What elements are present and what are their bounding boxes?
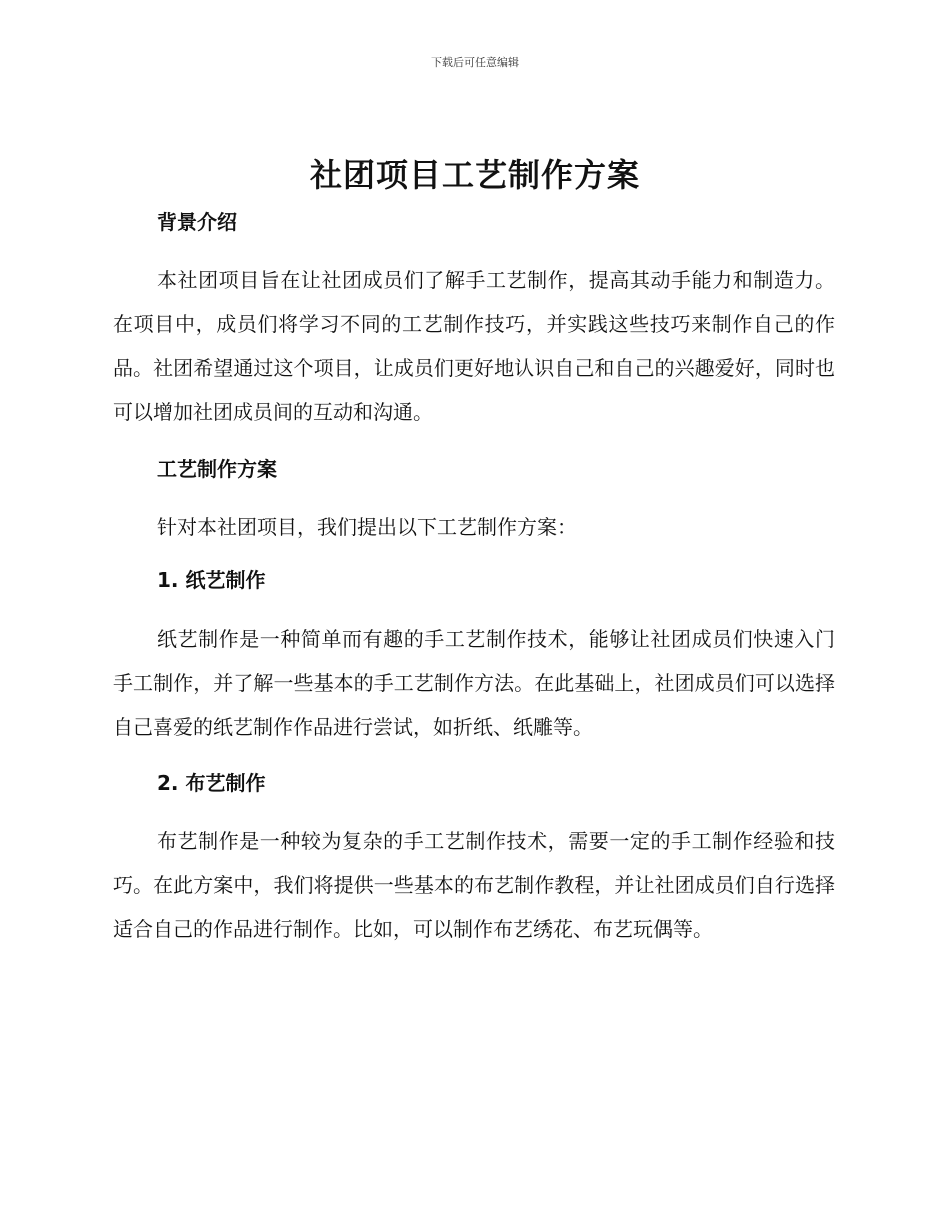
paragraph-cloth-craft: 布艺制作是一种较为复杂的手工艺制作技术，需要一定的手工制作经验和技巧。在此方案中，我们将提供一些基本的布艺制作教程，并让社团成员们自行选择适合自己的作品进行制作。比如，可以制作布艺绣花、布艺玩偶等。 [113, 829, 835, 941]
section-heading-paper-craft: 1. 纸艺制作 [157, 568, 266, 592]
paragraph-craft-plan-intro: 针对本社团项目，我们提出以下工艺制作方案： [157, 515, 577, 539]
paragraph-background: 本社团项目旨在让社团成员们了解手工艺制作，提高其动手能力和制造力。在项目中，成员们将学习不同的工艺制作技巧，并实践这些技巧来制作自己的作品。社团希望通过这个项目，让成员们更好地认识自己和自己的兴趣爱好，同时也可以增加社团成员间的互动和沟通。 [113, 268, 835, 424]
page-title: 社团项目工艺制作方案 [309, 156, 640, 194]
section-heading-cloth-craft: 2. 布艺制作 [157, 771, 266, 795]
section-heading-craft-plan: 工艺制作方案 [157, 457, 277, 481]
document-body [113, 204, 835, 951]
section-heading-background: 背景介绍 [157, 210, 237, 234]
paragraph-paper-craft: 纸艺制作是一种简单而有趣的手工艺制作技术，能够让社团成员们快速入门手工制作，并了解一些基本的手工艺制作方法。在此基础上，社团成员们可以选择自己喜爱的纸艺制作作品进行尝试，如折纸、纸雕等。 [113, 627, 835, 739]
header-note: 下载后可任意编辑 [431, 56, 519, 69]
